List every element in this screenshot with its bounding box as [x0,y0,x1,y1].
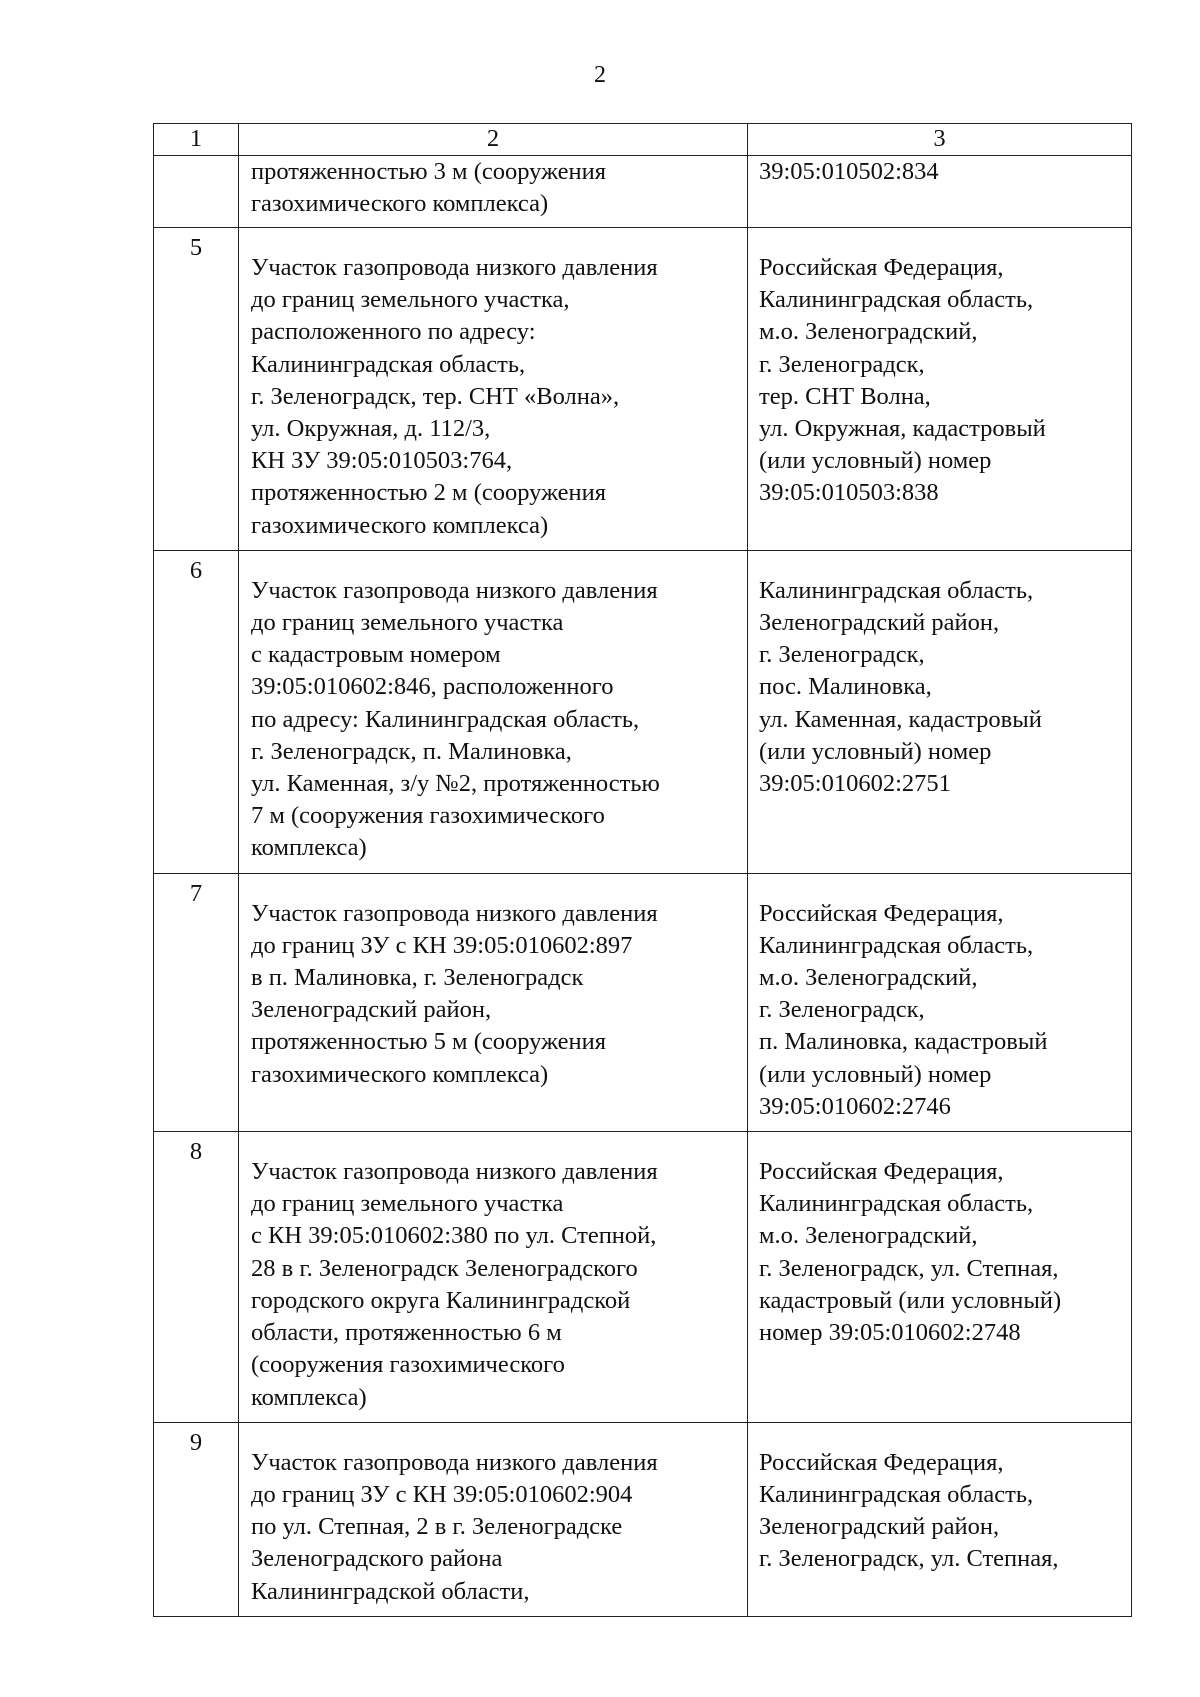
description-line: газохимического комплекса) [251,1060,549,1088]
description-line: Участок газопровода низкого давления [251,1158,658,1186]
table-row [154,1132,1132,1423]
description-line: газохимического комплекса) [251,190,549,218]
address-line: Калининградская область, [759,286,1034,314]
object-description-cell [239,156,748,228]
description-line: ул. Окружная, д. 112/3, [251,415,491,443]
description-line: протяженностью 3 м (сооружения [251,158,607,185]
address-line: г. Зеленоградск, ул. Степная, [759,1545,1059,1573]
row-number: 5 [154,228,239,551]
address-line: м.о. Зеленоградский, [759,318,978,346]
header-col-1: 1 [154,124,239,156]
address-line: Зеленоградский район, [759,1513,1000,1541]
address-line: пос. Малиновка, [759,673,932,701]
address-line: п. Малиновка, кадастровый [759,1028,1048,1056]
object-description-cell [239,228,748,551]
description-line: с кадастровым номером [251,641,501,669]
description-line: КН ЗУ 39:05:010503:764, [251,447,513,475]
row-number: 9 [154,1422,239,1616]
address-line: г. Зеленоградск, [759,641,925,669]
address-line: номер 39:05:010602:2748 [759,1319,1021,1347]
description-line: Калининградской области, [251,1577,530,1605]
address-line: 39:05:010502:834 [759,158,939,185]
address-line: Российская Федерация, [759,254,1004,281]
description-line: Зеленоградский район, [251,996,492,1024]
object-address-cell [748,156,1132,228]
address-line: г. Зеленоградск, [759,350,925,378]
header-col-3: 3 [748,124,1132,156]
address-line: 39:05:010503:838 [759,479,939,507]
address-line: тер. СНТ Волна, [759,382,931,410]
description-line: по ул. Степная, 2 в г. Зеленоградске [251,1513,623,1541]
description-line: 39:05:010602:846, расположенного [251,673,614,701]
row-number: 6 [154,550,239,873]
description-line: по адресу: Калининградская область, [251,705,640,733]
table-row [154,156,1132,228]
object-description-cell [239,1422,748,1616]
address-line: Калининградская область, [759,576,1034,604]
header-col-2: 2 [239,124,748,156]
row-number: 8 [154,1132,239,1423]
object-address-cell [748,550,1132,873]
description-line: в п. Малиновка, г. Зеленоградск [251,964,584,992]
object-address-cell [748,873,1132,1131]
address-line: г. Зеленоградск, ул. Степная, [759,1254,1059,1282]
address-line: г. Зеленоградск, [759,996,925,1024]
row-number [154,156,239,228]
description-line: Участок газопровода низкого давления [251,254,658,281]
description-line: Калининградская область, [251,350,526,378]
table-row [154,1422,1132,1616]
object-description-cell [239,550,748,873]
table-header-row [154,124,1132,156]
address-line: (или условный) номер [759,737,992,765]
description-line: Участок газопровода низкого давления [251,899,658,927]
address-line: м.о. Зеленоградский, [759,964,978,992]
table-row [154,228,1132,551]
description-line: комплекса) [251,1383,367,1411]
description-line: до границ земельного участка [251,1190,564,1218]
description-line: г. Зеленоградск, тер. СНТ «Волна», [251,382,620,410]
address-line: Калининградская область, [759,1190,1034,1218]
objects-table [153,123,1132,1617]
object-address-cell [748,1422,1132,1616]
address-line: (или условный) номер [759,1060,992,1088]
table-row [154,873,1132,1131]
object-address-cell [748,1132,1132,1423]
object-description-cell [239,873,748,1131]
address-line: Калининградская область, [759,1480,1034,1508]
description-line: до границ ЗУ с КН 39:05:010602:897 [251,931,633,959]
address-line: ул. Каменная, кадастровый [759,705,1042,733]
description-line: Участок газопровода низкого давления [251,576,658,604]
address-line: м.о. Зеленоградский, [759,1222,978,1250]
address-line: Зеленоградский район, [759,609,1000,637]
address-line: ул. Окружная, кадастровый [759,415,1046,443]
description-line: 28 в г. Зеленоградск Зеленоградского [251,1254,638,1282]
description-line: расположенного по адресу: [251,318,536,346]
description-line: Зеленоградского района [251,1545,503,1573]
object-description-cell [239,1132,748,1423]
address-line: Российская Федерация, [759,899,1004,927]
address-line: (или условный) номер [759,447,992,475]
description-line: г. Зеленоградск, п. Малиновка, [251,737,572,765]
description-line: комплекса) [251,834,367,862]
description-line: городского округа Калининградской [251,1286,631,1314]
description-line: до границ земельного участка, [251,286,570,314]
description-line: протяженностью 2 м (сооружения [251,479,607,507]
description-line: до границ земельного участка [251,609,564,637]
description-line: с КН 39:05:010602:380 по ул. Степной, [251,1222,657,1250]
description-line: до границ ЗУ с КН 39:05:010602:904 [251,1480,633,1508]
address-line: Российская Федерация, [759,1158,1004,1186]
table-row [154,550,1132,873]
description-line: протяженностью 5 м (сооружения [251,1028,607,1056]
description-line: (сооружения газохимического [251,1351,565,1379]
description-line: области, протяженностью 6 м [251,1319,562,1347]
row-number: 7 [154,873,239,1131]
address-line: Российская Федерация, [759,1448,1004,1476]
description-line: ул. Каменная, з/у №2, протяженностью [251,770,660,798]
address-line: 39:05:010602:2746 [759,1092,951,1120]
page-number: 2 [594,62,606,88]
description-line: Участок газопровода низкого давления [251,1448,658,1476]
address-line: 39:05:010602:2751 [759,770,951,798]
address-line: Калининградская область, [759,931,1034,959]
description-line: 7 м (сооружения газохимического [251,802,605,830]
table-body [154,124,1132,1617]
description-line: газохимического комплекса) [251,511,549,539]
object-address-cell [748,228,1132,551]
address-line: кадастровый (или условный) [759,1286,1062,1314]
